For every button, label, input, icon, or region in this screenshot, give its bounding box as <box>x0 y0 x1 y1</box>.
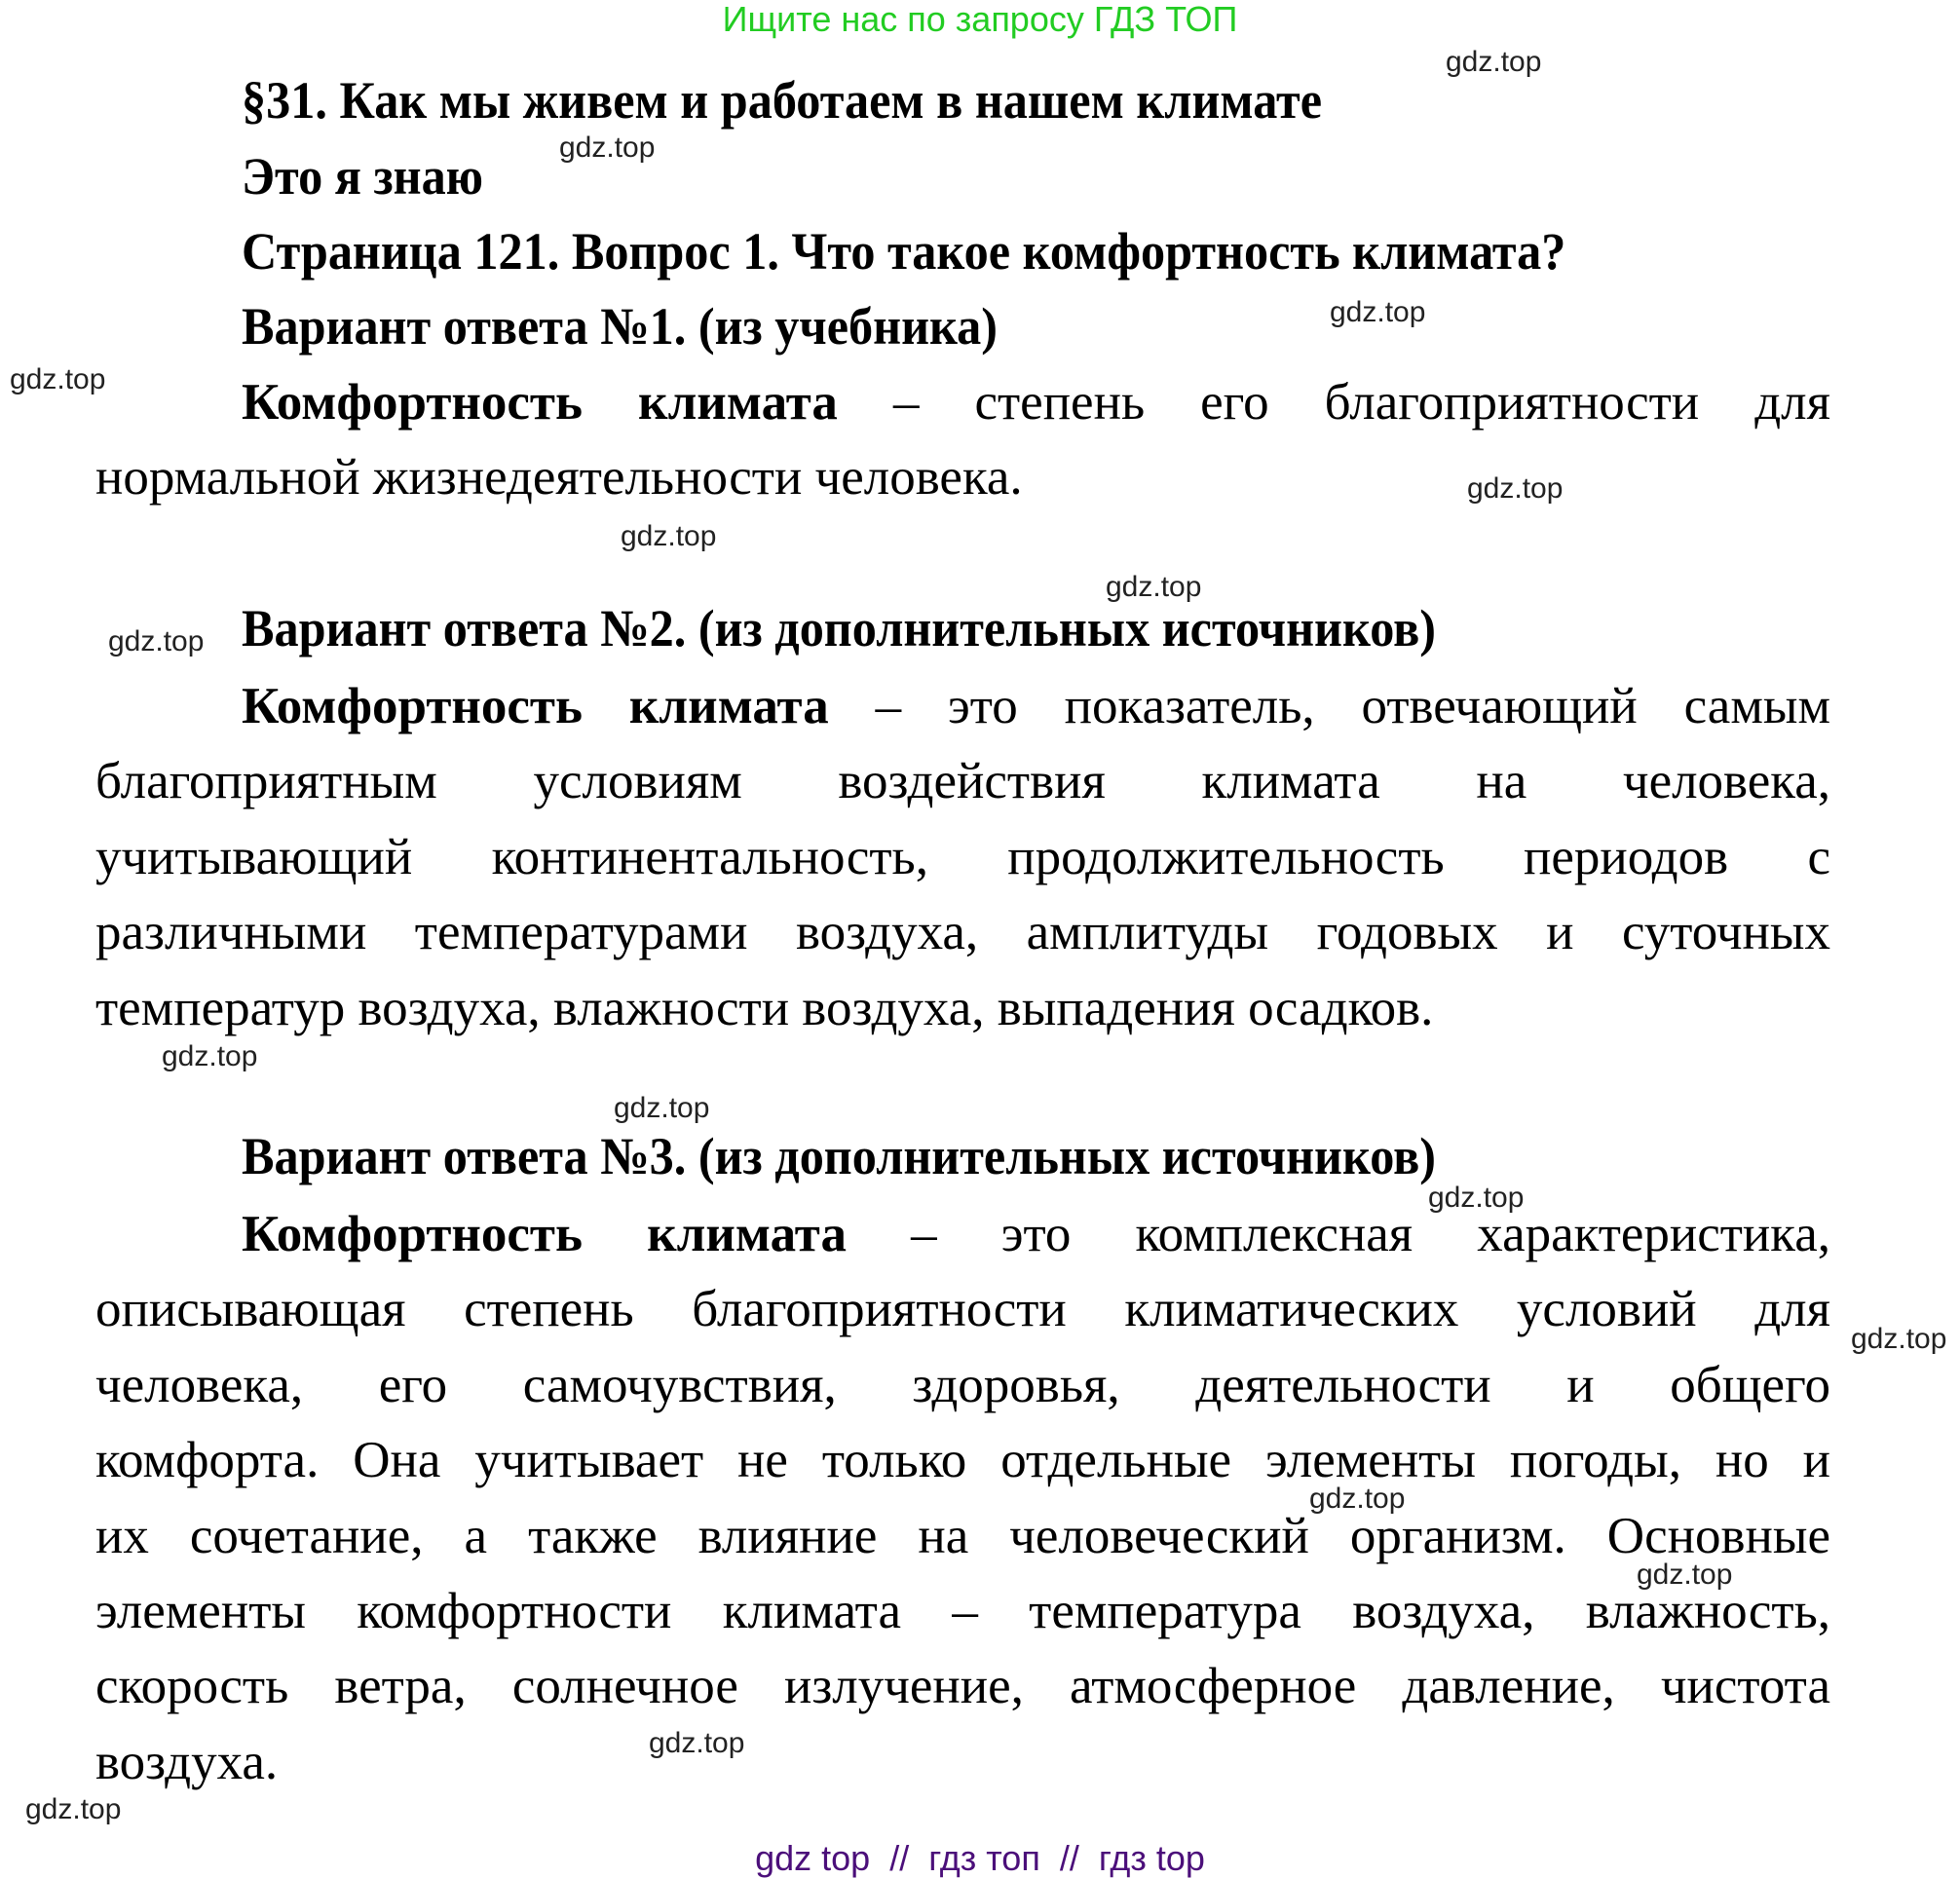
answer-2-text: – это показатель, отвечающий самым <box>875 678 1831 734</box>
watermark: gdz.top <box>1467 472 1564 505</box>
watermark: gdz.top <box>1330 296 1426 328</box>
watermark: gdz.top <box>559 131 656 164</box>
answer-2-line-1 <box>242 677 1830 735</box>
answer-3-heading: Вариант ответа №3. (из дополнительных источников) <box>242 1127 1436 1185</box>
page-title: §31. Как мы живем и работаем в нашем климате <box>242 71 1323 130</box>
answer-3-text: – это комплексная характеристика, <box>911 1206 1831 1262</box>
watermark: gdz.top <box>1309 1483 1406 1515</box>
answer-3-line-7: скорость ветра, солнечное излучение, атмосферное давление, чистота <box>95 1658 1830 1714</box>
answer-2-line-2: благоприятным условиям воздействия климата на человека, <box>95 753 1830 809</box>
watermark: gdz.top <box>1851 1323 1947 1355</box>
watermark: gdz.top <box>162 1040 258 1072</box>
answer-1-text: – степень его благоприятности для <box>892 374 1831 431</box>
answer-3-term: Комфортность климата <box>242 1206 847 1262</box>
answer-1-line-1 <box>242 373 1830 432</box>
watermark: gdz.top <box>25 1793 122 1825</box>
watermark: gdz.top <box>649 1727 745 1759</box>
answer-2-heading: Вариант ответа №2. (из дополнительных источников) <box>242 599 1436 657</box>
answer-3-line-3: человека, его самочувствия, здоровья, деятельности и общего <box>95 1357 1830 1413</box>
answer-3-line-5: их сочетание, а также влияние на человеческий организм. Основные <box>95 1508 1830 1564</box>
answer-2-line-5: температур воздуха, влажности воздуха, выпадения осадков. <box>95 980 1434 1036</box>
watermark: gdz.top <box>1446 46 1542 78</box>
answer-3-line-1 <box>242 1205 1830 1263</box>
answer-2-term: Комфортность климата <box>242 678 829 734</box>
answer-1-term: Комфортность климата <box>242 374 838 431</box>
watermark: gdz.top <box>108 625 205 657</box>
answer-1-heading: Вариант ответа №1. (из учебника) <box>242 297 999 356</box>
watermark: gdz.top <box>1106 571 1202 603</box>
watermark: gdz.top <box>10 363 106 395</box>
watermark: gdz.top <box>1637 1559 1733 1591</box>
answer-2-line-3: учитывающий континентальность, продолжительность периодов с <box>95 829 1830 885</box>
answer-3-line-2: описывающая степень благоприятности климатических условий для <box>95 1281 1830 1337</box>
search-banner[interactable]: Ищите нас по запросу ГДЗ ТОП <box>722 0 1238 39</box>
answer-2-line-4: различными температурами воздуха, амплитуды годовых и суточных <box>95 904 1830 960</box>
answer-3-line-4: комфорта. Она учитывает не только отдельные элементы погоды, но и <box>95 1432 1830 1488</box>
watermark: gdz.top <box>1428 1182 1525 1214</box>
answer-3-line-8: воздуха. <box>95 1734 279 1790</box>
watermark: gdz.top <box>621 520 717 552</box>
section-heading: Это я знаю <box>242 147 484 206</box>
watermark: gdz.top <box>614 1092 710 1124</box>
footer-links[interactable]: gdz top // гдз топ // гдз top <box>755 1838 1205 1878</box>
answer-3-line-6: элементы комфортности климата – температура воздуха, влажность, <box>95 1583 1830 1639</box>
answer-1-line-2: нормальной жизнедеятельности человека. <box>95 449 1023 506</box>
question-heading: Страница 121. Вопрос 1. Что такое комфортность климата? <box>242 222 1566 281</box>
